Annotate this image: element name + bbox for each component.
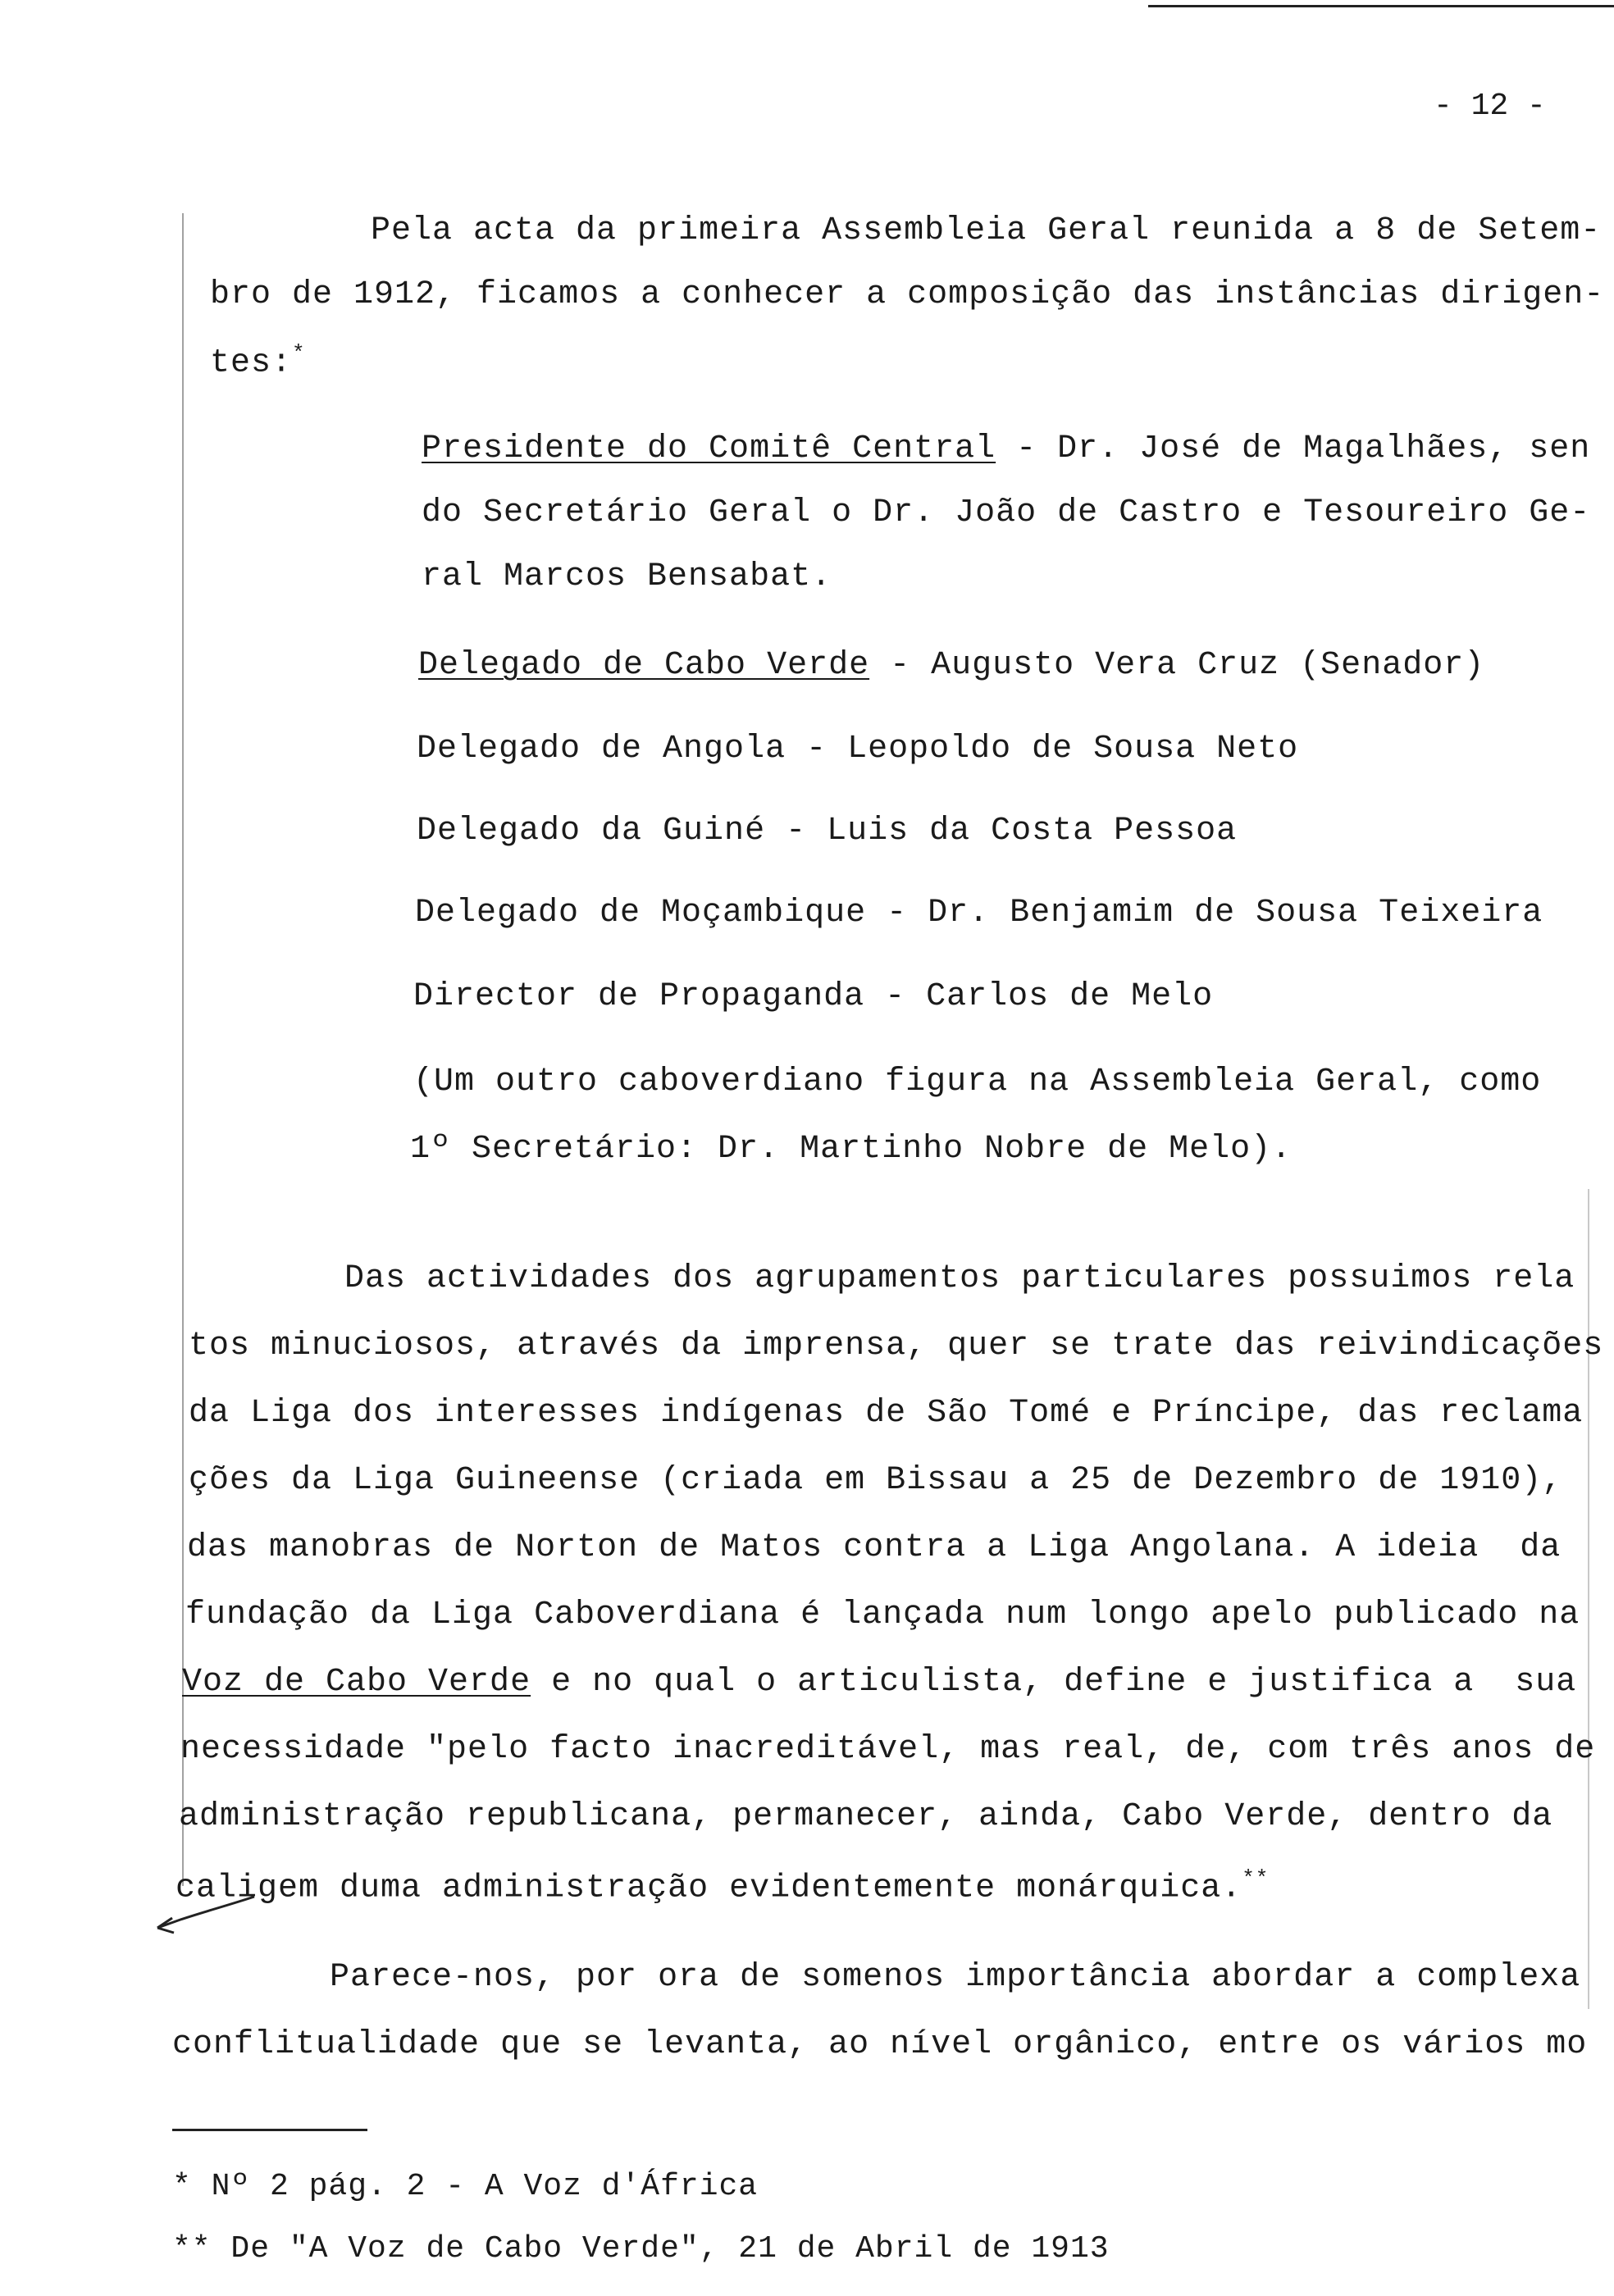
officer-note-line1: (Um outro caboverdiano figura na Assembleia Geral, como xyxy=(413,1064,1542,1100)
cabo-verde-detail: - Augusto Vera Cruz (Senador) xyxy=(869,647,1485,684)
para2-line2: tos minuciosos, através da imprensa, quer se trate das reivindicações xyxy=(189,1328,1604,1364)
footnote-2: ** De "A Voz de Cabo Verde", 21 de Abril de 1913 xyxy=(172,2231,1110,2266)
footnote-ref-1: * xyxy=(292,341,306,366)
para2-line10-text: caligem duma administração evidentemente monárquica. xyxy=(176,1870,1242,1907)
officer-director: Director de Propaganda - Carlos de Melo xyxy=(413,978,1214,1015)
officer-president-line3: ral Marcos Bensabat. xyxy=(422,558,832,595)
handwritten-arrow-mark xyxy=(148,1890,262,1947)
officer-mocambique: Delegado de Moçambique - Dr. Benjamim de Sousa Teixeira xyxy=(415,895,1543,932)
footnote-1: * Nº 2 pág. 2 - A Voz d'África xyxy=(172,2169,759,2204)
officer-guine: Delegado da Guiné - Luis da Costa Pessoa xyxy=(417,813,1238,850)
cabo-verde-role: Delegado de Cabo Verde xyxy=(418,647,870,684)
para2-line10 xyxy=(176,1868,1269,1905)
officer-president-line2: do Secretário Geral o Dr. João de Castro e Tesoureiro Ge- xyxy=(422,494,1591,531)
officer-angola: Delegado de Angola - Leopoldo de Sousa Neto xyxy=(417,731,1299,768)
president-detail: - Dr. José de Magalhães, sen xyxy=(996,430,1591,467)
para2-line8: necessidade "pelo facto inacreditável, mas real, de, com três anos de xyxy=(180,1731,1596,1768)
para2-line7-rest: e no qual o articulista, define e justifica a sua xyxy=(531,1664,1577,1701)
newspaper-title: Voz de Cabo Verde xyxy=(182,1664,531,1701)
footnote-ref-2: ** xyxy=(1242,1866,1270,1891)
page-number: - 12 - xyxy=(1434,89,1546,124)
president-role: Presidente do Comitê Central xyxy=(422,430,996,467)
para2-line7 xyxy=(182,1666,1576,1699)
para2-line9: administração republicana, permanecer, ainda, Cabo Verde, dentro da xyxy=(179,1798,1553,1835)
para2-line1: Das actividades dos agrupamentos particulares possuimos rela xyxy=(344,1260,1575,1297)
officer-note-line2: 1º Secretário: Dr. Martinho Nobre de Melo). xyxy=(410,1131,1293,1168)
para3-line1: Parece-nos, por ora de somenos importância abordar a complexa xyxy=(330,1959,1581,1996)
para1-line2: bro de 1912, ficamos a conhecer a composição das instâncias dirigen- xyxy=(210,276,1605,313)
para2-line6: fundação da Liga Caboverdiana é lançada num longo apelo publicado na xyxy=(185,1597,1580,1633)
para1-line3 xyxy=(210,343,306,380)
para2-line3: da Liga dos interesses indígenas de São Tomé e Príncipe, das reclama xyxy=(189,1395,1584,1432)
para2-line5: das manobras de Norton de Matos contra a Liga Angolana. A ideia da xyxy=(187,1529,1562,1566)
right-margin-line xyxy=(1588,1189,1589,2009)
para1-line3-text: tes: xyxy=(210,344,293,382)
top-edge-rule xyxy=(1148,5,1614,7)
officer-cabo-verde xyxy=(418,649,1484,682)
footnote-rule xyxy=(172,2129,367,2131)
para3-line2: conflitualidade que se levanta, ao nível orgânico, entre os vários mo xyxy=(172,2026,1588,2063)
left-margin-line xyxy=(182,213,184,1886)
para1-line1: Pela acta da primeira Assembleia Geral reunida a 8 de Setem- xyxy=(371,212,1602,249)
para2-line4: ções da Liga Guineense (criada em Bissau a 25 de Dezembro de 1910), xyxy=(189,1462,1563,1499)
officer-president xyxy=(422,430,1591,467)
